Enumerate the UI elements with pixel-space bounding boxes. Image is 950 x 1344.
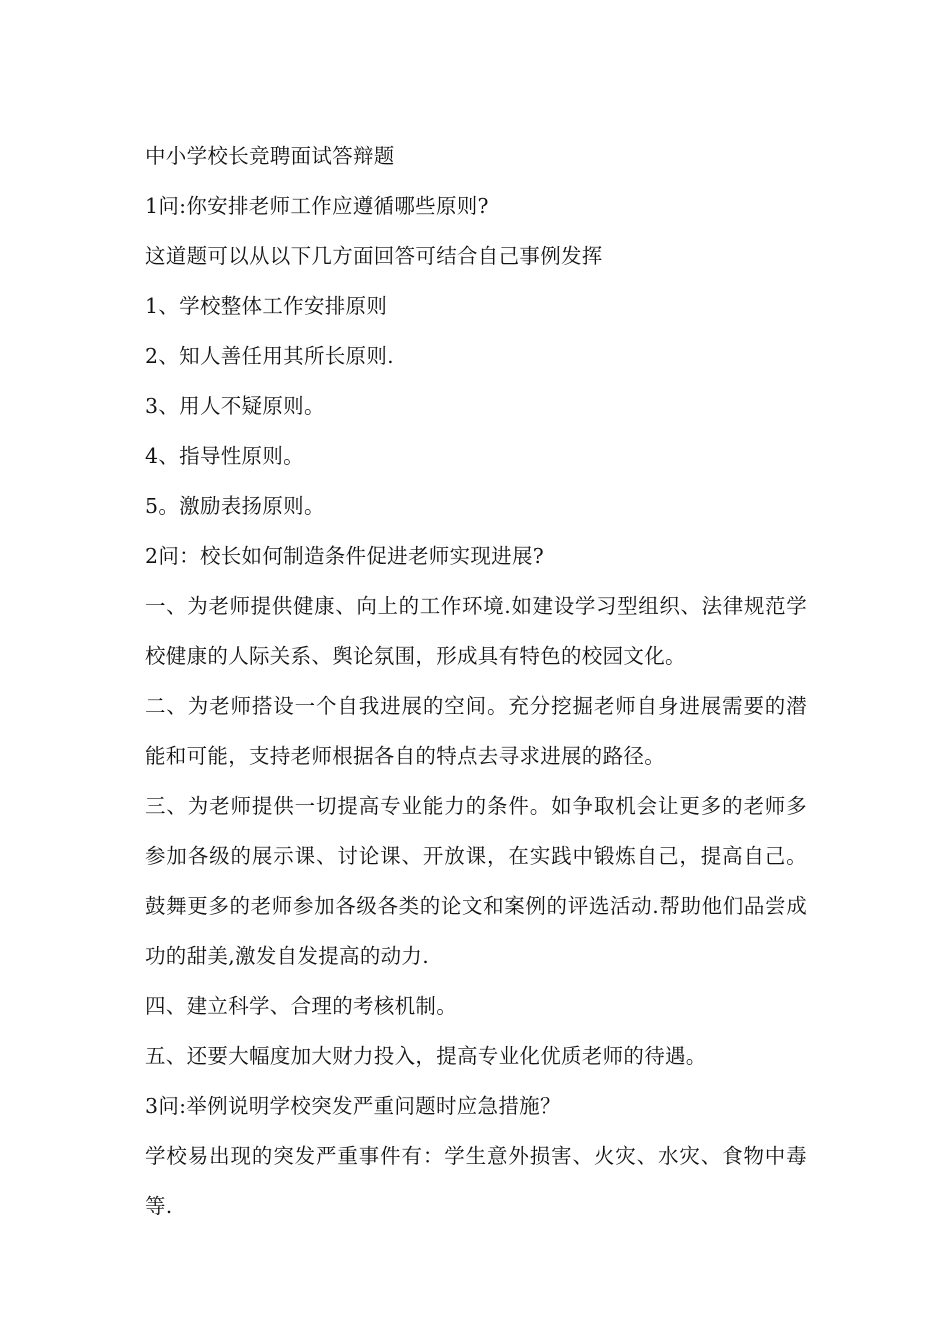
- answer-1-item-2: 2、知人善任用其所长原则.: [145, 344, 394, 368]
- answer-1-item-4: 4、指导性原则。: [145, 444, 304, 468]
- answer-1-item-1: 1、学校整体工作安排原则: [145, 294, 388, 318]
- question-3: 3问:举例说明学校突发严重问题时应急措施？: [145, 1094, 561, 1118]
- answer-1-item-5: 5。激励表扬原则。: [145, 494, 325, 518]
- answer-2-point-3: 三、为老师提供一切提高专业能力的条件。如争取机会让更多的老师多参加各级的展示课、讨论课、开放课，在实践中锻炼自己，提高自己。鼓舞更多的老师参加各级各类的论文和案例的评选活动.帮助他们品尝成功的甜美,激发自发提高的动力.: [145, 794, 807, 968]
- answer-2-point-2: 二、为老师搭设一个自我进展的空间。充分挖掘老师自身进展需要的潜能和可能，支持老师根据各自的特点去寻求进展的路径。: [145, 694, 807, 768]
- document-title: 中小学校长竞聘面试答辩题: [145, 144, 395, 168]
- question-2: 2问：校长如何制造条件促进老师实现进展?: [145, 544, 545, 568]
- document-body: [145, 131, 807, 1231]
- answer-1-intro: 这道题可以从以下几方面回答可结合自己事例发挥: [145, 244, 603, 268]
- answer-2-point-5: 五、还要大幅度加大财力投入，提高专业化优质老师的待遇。: [145, 1044, 707, 1068]
- answer-2-point-1: 一、为老师提供健康、向上的工作环境.如建设学习型组织、法律规范学校健康的人际关系、舆论氛围，形成具有特色的校园文化。: [145, 594, 807, 668]
- answer-3-intro: 学校易出现的突发严重事件有：学生意外损害、火灾、水灾、食物中毒等.: [145, 1144, 807, 1218]
- answer-1-item-3: 3、用人不疑原则。: [145, 394, 325, 418]
- question-1: 1问:你安排老师工作应遵循哪些原则?: [145, 194, 489, 218]
- answer-2-point-4: 四、建立科学、合理的考核机制。: [145, 994, 457, 1018]
